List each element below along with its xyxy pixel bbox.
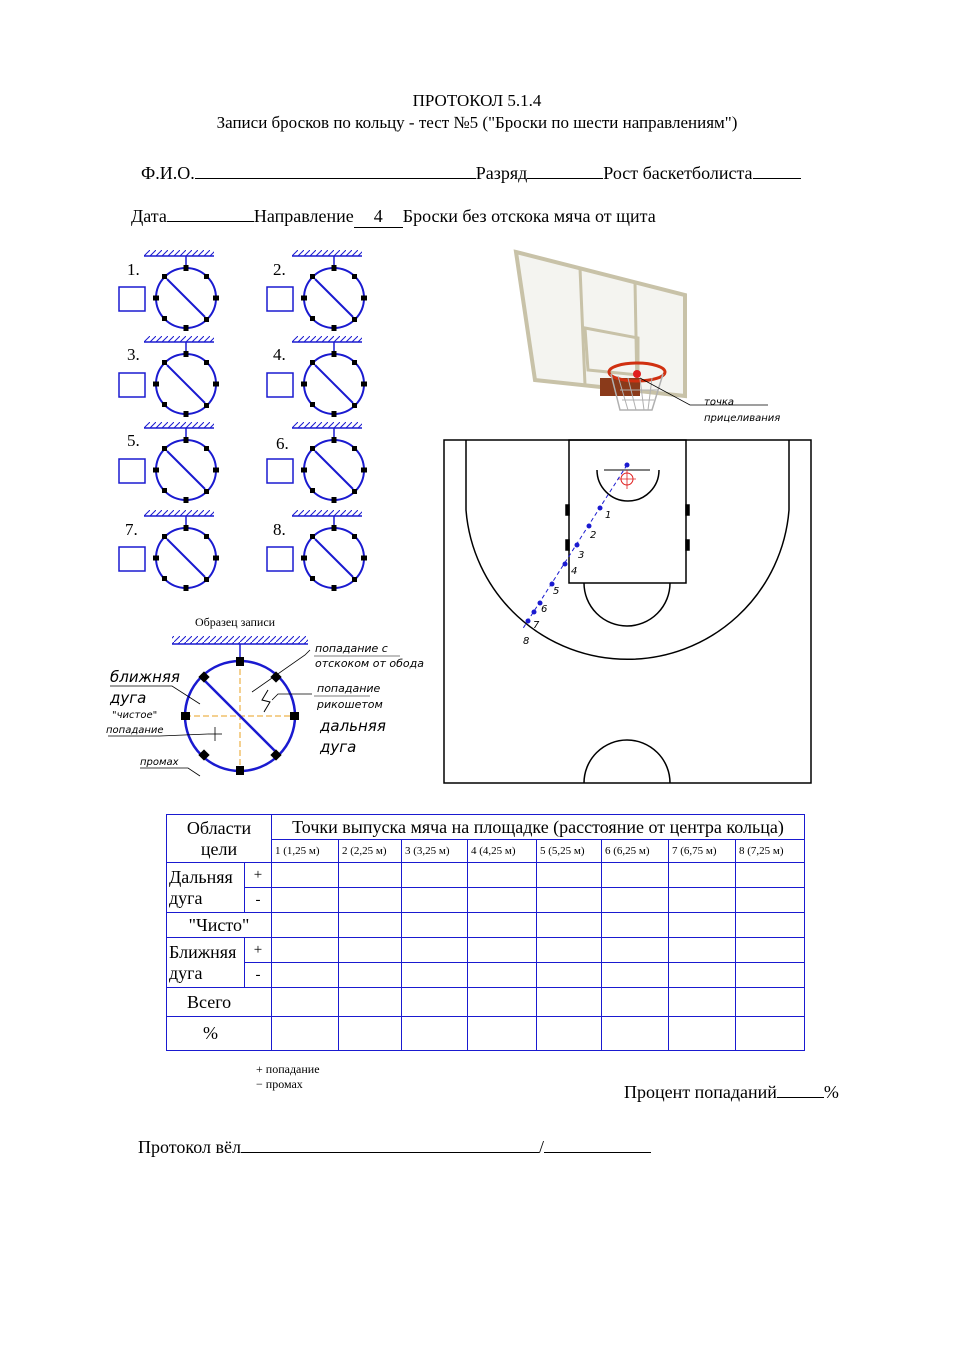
cell[interactable] xyxy=(669,963,736,988)
near-plus: + xyxy=(245,938,272,963)
rim-hit-text-2: отскоком от обода xyxy=(315,657,424,670)
ricochet-text-2: рикошетом xyxy=(317,698,383,711)
height-label: Рост баскетболиста xyxy=(603,163,753,183)
near-arc-label: Ближняя дуга xyxy=(167,938,245,988)
court-point-8 xyxy=(526,619,531,624)
cell[interactable] xyxy=(468,1017,537,1051)
cell[interactable] xyxy=(272,1017,339,1051)
court-point-2 xyxy=(587,524,592,529)
point-col-4: 4 (4,25 м) xyxy=(468,840,537,863)
cell[interactable] xyxy=(669,988,736,1017)
cell[interactable] xyxy=(272,863,339,888)
court-point-3 xyxy=(575,543,580,548)
razryad-label: Разряд xyxy=(475,163,528,183)
clean-label: "Чисто" xyxy=(167,913,272,938)
court-point-1 xyxy=(598,506,603,511)
cell[interactable] xyxy=(602,988,669,1017)
percent-field[interactable] xyxy=(777,1097,824,1098)
ring-3 xyxy=(144,336,219,417)
cell[interactable] xyxy=(537,888,602,913)
recorded-row xyxy=(138,1137,651,1158)
cell[interactable] xyxy=(669,888,736,913)
ring-4 xyxy=(292,336,367,417)
cell[interactable] xyxy=(736,938,805,963)
point-col-2: 2 (2,25 м) xyxy=(339,840,402,863)
recorded-label: Протокол вёл xyxy=(138,1137,241,1157)
ring-7 xyxy=(144,510,219,591)
cell[interactable] xyxy=(537,938,602,963)
far-minus: - xyxy=(245,888,272,913)
point-col-3: 3 (3,25 м) xyxy=(402,840,468,863)
date-label: Дата xyxy=(131,206,167,226)
cell[interactable] xyxy=(602,863,669,888)
point-col-7: 7 (6,75 м) xyxy=(669,840,736,863)
far-arc-text-2: дуга xyxy=(320,738,357,756)
point-col-8: 8 (7,25 м) xyxy=(736,840,805,863)
cell[interactable] xyxy=(602,888,669,913)
ring-label-2: 2. xyxy=(273,260,286,279)
cell[interactable] xyxy=(272,938,339,963)
cell[interactable] xyxy=(402,988,468,1017)
cell[interactable] xyxy=(402,863,468,888)
score-box-4[interactable] xyxy=(267,373,293,397)
cell[interactable] xyxy=(339,888,402,913)
protocol-title: ПРОТОКОЛ 5.1.4 xyxy=(412,91,542,110)
cell[interactable] xyxy=(669,1017,736,1051)
percent-label: Процент попаданий xyxy=(624,1082,777,1102)
score-box-2[interactable] xyxy=(267,287,293,311)
recorder-name-field[interactable] xyxy=(241,1152,539,1153)
protocol-subtitle: Записи бросков по кольцу - тест №5 ("Броски по шести направлениям") xyxy=(216,113,738,132)
point-col-1: 1 (1,25 м) xyxy=(272,840,339,863)
cell[interactable] xyxy=(402,1017,468,1051)
cell[interactable] xyxy=(736,913,805,938)
miss-text: промах xyxy=(140,757,179,768)
cell[interactable] xyxy=(736,963,805,988)
backboard-illustration xyxy=(516,252,768,410)
cell[interactable] xyxy=(537,1017,602,1051)
near-arc-text-1: ближняя xyxy=(110,668,180,686)
far-plus: + xyxy=(245,863,272,888)
cell[interactable] xyxy=(669,863,736,888)
cell[interactable] xyxy=(736,888,805,913)
score-box-3[interactable] xyxy=(119,373,145,397)
score-box-5[interactable] xyxy=(119,459,145,483)
cell[interactable] xyxy=(736,863,805,888)
ring-8 xyxy=(292,510,367,591)
cell[interactable] xyxy=(468,963,537,988)
court-diagram xyxy=(444,440,811,783)
cell[interactable] xyxy=(339,913,402,938)
court-point-4 xyxy=(563,562,568,567)
court-label-8: 8 xyxy=(523,636,530,647)
near-minus: - xyxy=(245,963,272,988)
ring-label-1: 1. xyxy=(127,260,140,279)
cell[interactable] xyxy=(537,913,602,938)
clean-text-2: попадание xyxy=(106,725,164,736)
cell[interactable] xyxy=(468,913,537,938)
cell[interactable] xyxy=(602,913,669,938)
ring-2 xyxy=(292,250,367,331)
score-box-1[interactable] xyxy=(119,287,145,311)
point-col-6: 6 (6,25 м) xyxy=(602,840,669,863)
ring-label-3: 3. xyxy=(127,345,140,364)
cell[interactable] xyxy=(669,938,736,963)
points-header: Точки выпуска мяча на площадке (расстояние от центра кольца) xyxy=(272,815,805,840)
areas-header: Области цели xyxy=(167,815,272,863)
score-box-6[interactable] xyxy=(267,459,293,483)
percent-row xyxy=(624,1082,839,1103)
ricochet-text-1: попадание xyxy=(317,682,381,695)
recorder-signature-field[interactable] xyxy=(544,1152,651,1153)
aim-point-text-1: точка xyxy=(704,397,735,408)
direction-label: Направление xyxy=(253,206,354,226)
rim-hit-text-1: попадание с xyxy=(315,642,388,655)
cell[interactable] xyxy=(339,988,402,1017)
ring-label-7: 7. xyxy=(125,520,138,539)
point-col-5: 5 (5,25 м) xyxy=(537,840,602,863)
ring-label-5: 5. xyxy=(127,431,140,450)
cell[interactable] xyxy=(402,938,468,963)
cell[interactable] xyxy=(272,888,339,913)
court-label-4: 4 xyxy=(571,566,578,577)
cell[interactable] xyxy=(468,988,537,1017)
slash: / xyxy=(538,1137,544,1157)
court-label-2: 2 xyxy=(590,530,597,541)
cell[interactable] xyxy=(468,888,537,913)
mode-text: Броски без отскока мяча от щита xyxy=(402,206,656,226)
cell[interactable] xyxy=(339,863,402,888)
court-label-3: 3 xyxy=(578,550,585,561)
court-point-7 xyxy=(532,610,537,615)
percent-label: % xyxy=(167,1017,272,1051)
near-arc-text-2: дуга xyxy=(110,689,147,707)
cell[interactable] xyxy=(468,863,537,888)
cell[interactable] xyxy=(272,988,339,1017)
cell[interactable] xyxy=(537,988,602,1017)
far-arc-text-1: дальняя xyxy=(320,717,386,735)
cell[interactable] xyxy=(669,913,736,938)
ring-6 xyxy=(292,422,367,503)
ring-label-6: 6. xyxy=(276,434,289,453)
court-label-6: 6 xyxy=(541,604,548,615)
cell[interactable] xyxy=(272,913,339,938)
clean-text-1: "чистое" xyxy=(112,710,158,721)
direction-value[interactable]: 4 xyxy=(354,206,403,228)
court-label-1: 1 xyxy=(605,510,612,521)
cell[interactable] xyxy=(272,963,339,988)
cell[interactable] xyxy=(736,988,805,1017)
cell[interactable] xyxy=(468,938,537,963)
cell[interactable] xyxy=(339,1017,402,1051)
court-label-7: 7 xyxy=(533,620,540,631)
far-arc-label: Дальняя дуга xyxy=(167,863,245,913)
legend-hit: + попадание xyxy=(256,1062,320,1076)
legend-miss: − промах xyxy=(256,1077,303,1091)
cell[interactable] xyxy=(736,1017,805,1051)
score-box-8[interactable] xyxy=(267,547,293,571)
score-box-7[interactable] xyxy=(119,547,145,571)
percent-sign: % xyxy=(823,1082,839,1102)
cell[interactable] xyxy=(602,963,669,988)
aim-point-text-2: прицеливания xyxy=(704,413,781,424)
cell[interactable] xyxy=(537,963,602,988)
court-label-5: 5 xyxy=(553,586,560,597)
ring-label-4: 4. xyxy=(273,345,286,364)
cell[interactable] xyxy=(602,938,669,963)
fio-label: Ф.И.О. xyxy=(141,163,195,183)
results-table xyxy=(166,814,805,1051)
cell[interactable] xyxy=(602,1017,669,1051)
throw-line xyxy=(522,465,627,630)
sample-title: Образец записи xyxy=(195,615,276,629)
total-label: Всего xyxy=(167,988,272,1017)
cell[interactable] xyxy=(339,938,402,963)
ring-label-8: 8. xyxy=(273,520,286,539)
cell[interactable] xyxy=(339,963,402,988)
ring-1 xyxy=(144,250,219,331)
cell[interactable] xyxy=(537,863,602,888)
cell[interactable] xyxy=(402,963,468,988)
cell[interactable] xyxy=(402,913,468,938)
ring-5 xyxy=(144,422,219,503)
cell[interactable] xyxy=(402,888,468,913)
